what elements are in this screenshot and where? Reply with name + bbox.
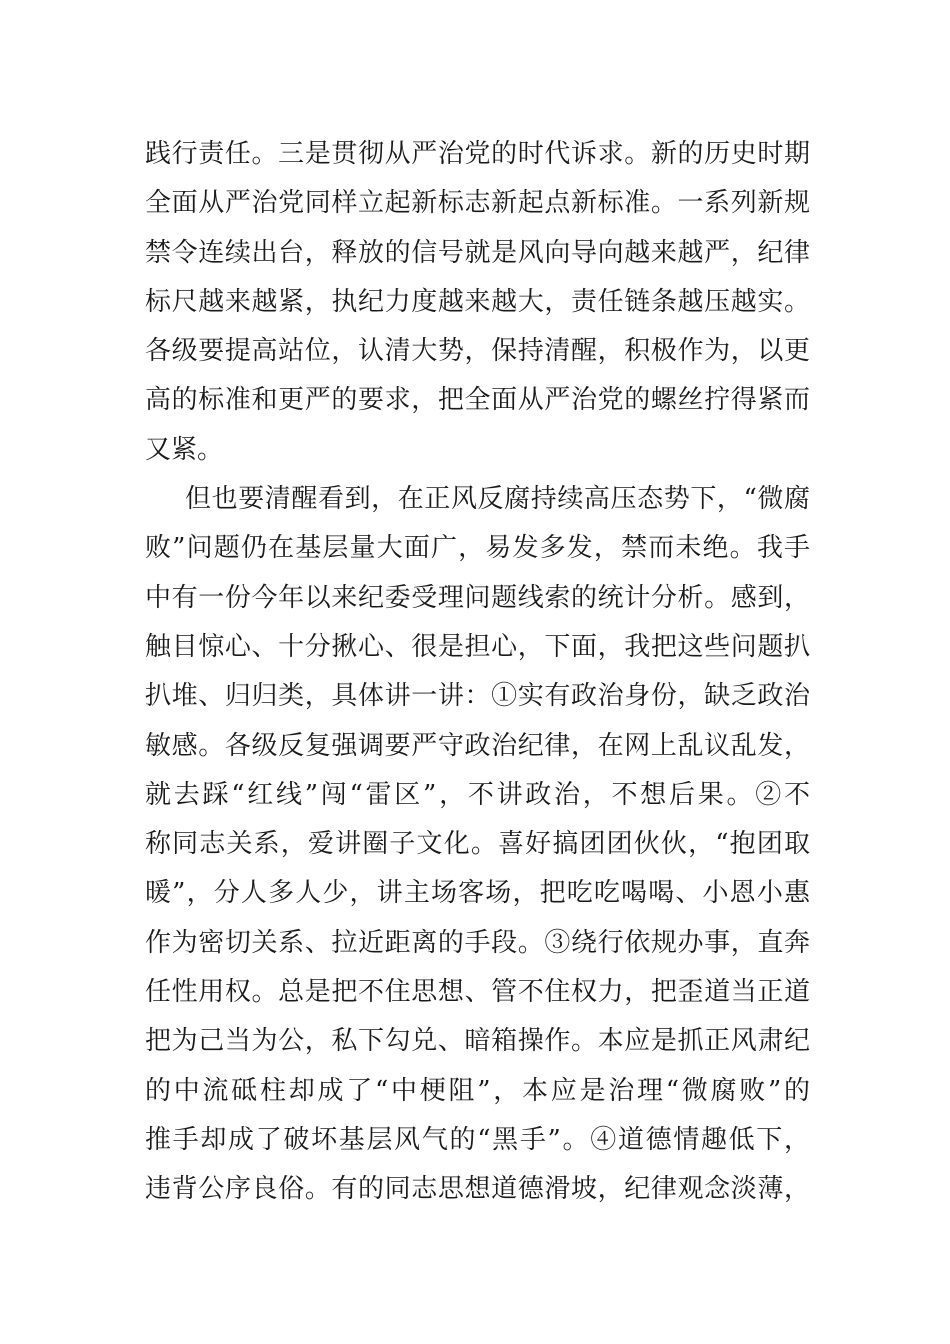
text-line: 各级要提高站位，认清大势，保持清醒，积极作为，以更 [145, 336, 810, 367]
text-line: 中有一份今年以来纪委受理问题线索的统计分析。感到， [145, 582, 810, 613]
text-line: 推手却成了破坏基层风气的“黑手”。④道德情趣低下， [145, 1124, 810, 1155]
text-line: 暖”，分人多人少，讲主场客场，把吃吃喝喝、小恩小惠 [145, 878, 810, 909]
text-line: 任性用权。总是把不住思想、管不住权力，把歪道当正道 [145, 977, 810, 1008]
text-line: 的中流砥柱却成了“中梗阻”，本应是治理“微腐败”的 [145, 1075, 810, 1106]
text-line: 触目惊心、十分揪心、很是担心，下面，我把这些问题扒 [145, 631, 810, 662]
text-line: 但也要清醒看到，在正风反腐持续高压态势下，“微腐 [185, 484, 810, 515]
text-line: 违背公序良俗。有的同志思想道德滑坡，纪律观念淡薄， [145, 1174, 810, 1205]
text-line: 作为密切关系、拉近距离的手段。③绕行依规办事，直奔 [145, 927, 810, 958]
paragraph-1 [145, 130, 810, 475]
text-line: 把为己当为公，私下勾兑、暗箱操作。本应是抓正风肃纪 [145, 1026, 810, 1057]
text-line: 禁令连续出台，释放的信号就是风向导向越来越严，纪律 [145, 237, 810, 268]
text-line: 践行责任。三是贯彻从严治党的时代诉求。新的历史时期 [145, 139, 810, 169]
text-line: 高的标准和更严的要求，把全面从严治党的螺丝拧得紧而 [145, 385, 810, 416]
text-line: 全面从严治党同样立起新标志新起点新标准。一系列新规 [145, 188, 810, 219]
text-line: 敏感。各级反复强调要严守政治纪律，在网上乱议乱发， [145, 730, 810, 761]
paragraph-2 [145, 475, 810, 1214]
document-body [145, 130, 810, 1215]
text-line: 又紧。 [145, 434, 224, 465]
text-line: 扒堆、归归类，具体讲一讲：①实有政治身份，缺乏政治 [145, 681, 810, 712]
text-line: 标尺越来越紧，执纪力度越来越大，责任链条越压越实。 [145, 286, 810, 317]
text-line: 败”问题仍在基层量大面广，易发多发，禁而未绝。我手 [145, 533, 810, 564]
text-line: 称同志关系，爱讲圈子文化。喜好搞团团伙伙，“抱团取 [145, 829, 810, 860]
text-line: 就去踩“红线”闯“雷区”，不讲政治，不想后果。②不 [145, 779, 810, 810]
